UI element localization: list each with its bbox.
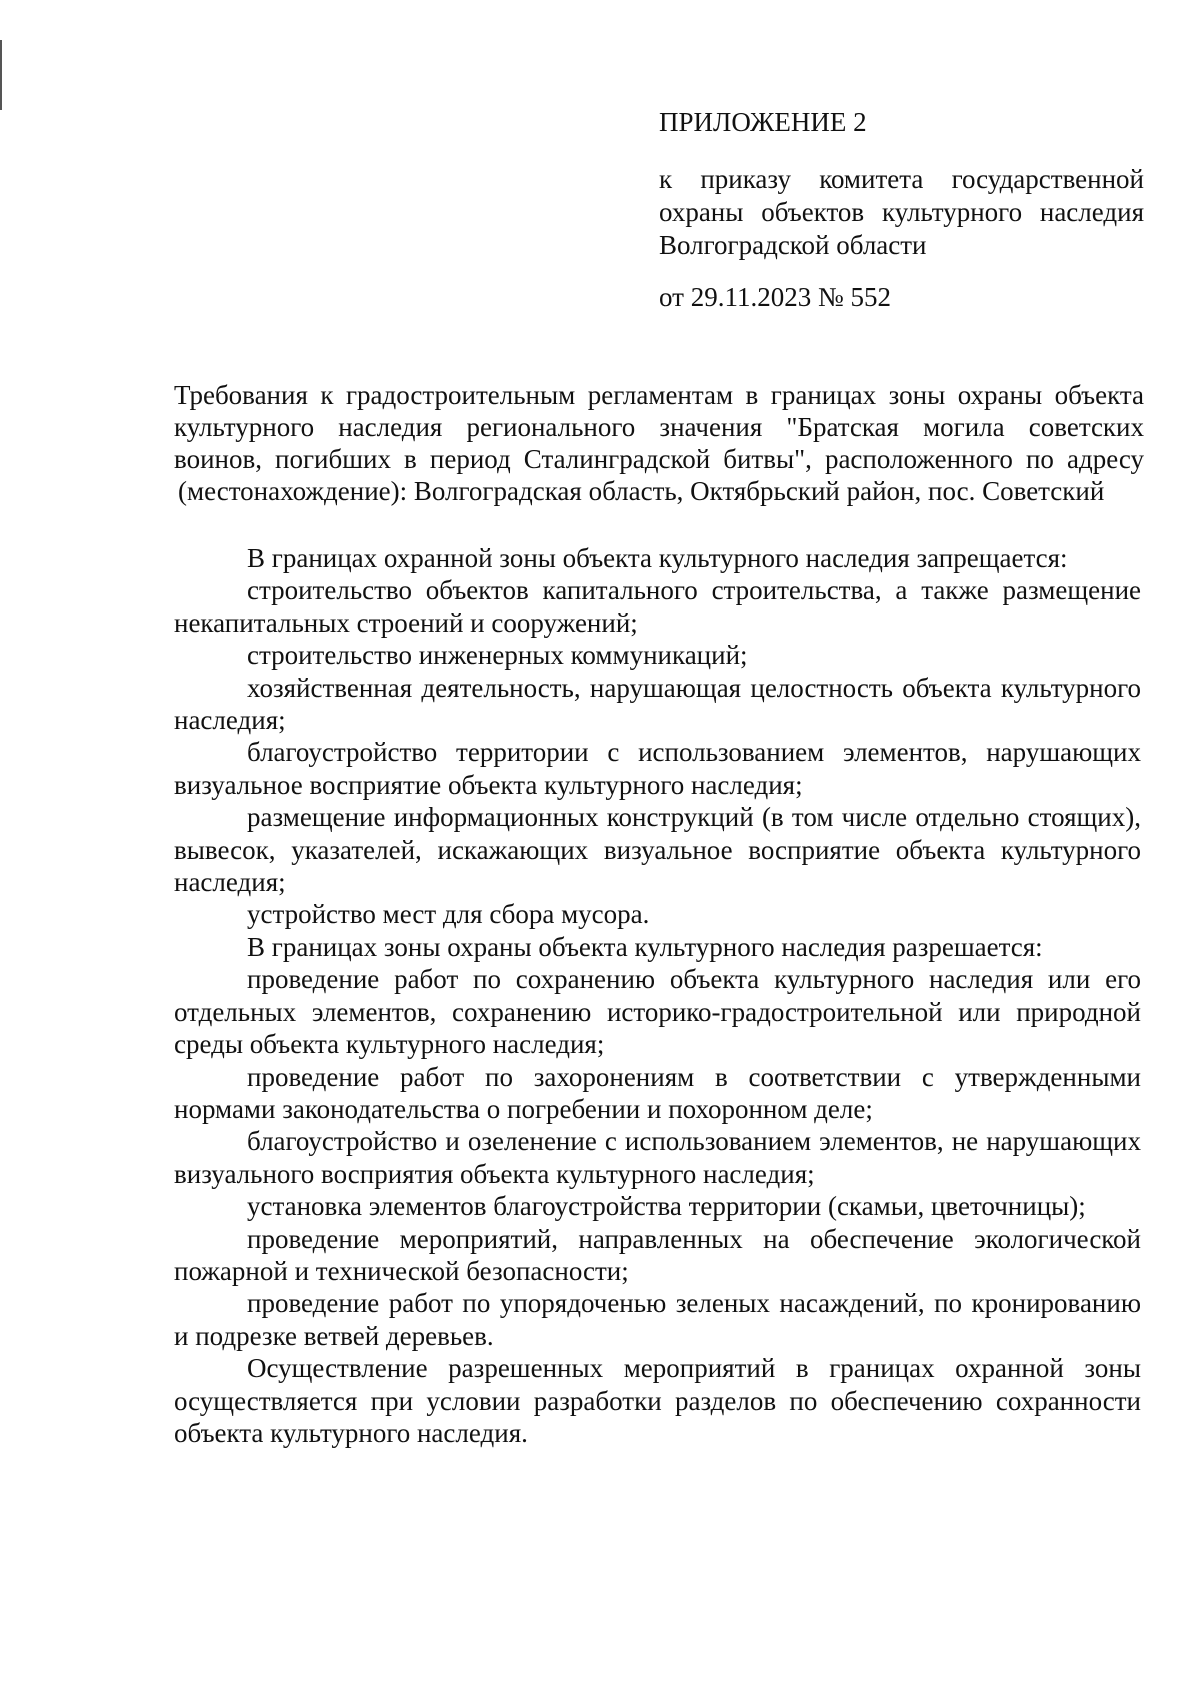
permitted-item: установка элементов благоустройства территории (скамьи, цветочницы); bbox=[247, 1191, 1086, 1222]
scan-edge-mark bbox=[0, 40, 2, 110]
document-body bbox=[174, 542, 1141, 1449]
prohibited-item: благоустройство территории с использованием элементов, нарушающих визуальное восприятие объекта культурного наследия; bbox=[174, 737, 1141, 800]
appendix-date: от 29.11.2023 № 552 bbox=[659, 282, 891, 312]
heading-line: воинов, погибших в период Сталинградской битвы", расположенного по адресу bbox=[174, 444, 1144, 474]
prohibited-item: устройство мест для сбора мусора. bbox=[247, 899, 650, 930]
document-heading bbox=[174, 379, 1144, 507]
permitted-item: проведение мероприятий, направленных на обеспечение экологической пожарной и технической безопасности; bbox=[174, 1223, 1141, 1286]
prohibited-item: строительство инженерных коммуникаций; bbox=[247, 640, 748, 671]
closing-paragraph: Осуществление разрешенных мероприятий в границах охранной зоны осуществляется при условии разработки разделов по обеспечению сохранности объекта культурного наследия. bbox=[174, 1353, 1141, 1448]
appendix-reference bbox=[659, 163, 1144, 262]
permitted-item: благоустройство и озеленение с использованием элементов, не нарушающих визуального восприятия объекта культурного наследия; bbox=[174, 1126, 1141, 1189]
prohibited-item: строительство объектов капитального строительства, а также размещение некапитальных строений и сооружений; bbox=[174, 575, 1141, 638]
heading-line: Требования к градостроительным регламентам в границах зоны охраны объекта bbox=[174, 380, 1144, 410]
prohibited-intro: В границах охранной зоны объекта культурного наследия запрещается: bbox=[247, 543, 1068, 573]
appendix-line: охраны объектов культурного наследия bbox=[659, 197, 1144, 227]
permitted-item: проведение работ по сохранению объекта культурного наследия или его отдельных элементов, сохранению историко-градостроительной или природной среды объекта культурного наследия; bbox=[174, 964, 1141, 1060]
heading-line: (местонахождение): Волгоградская область, Октябрьский район, пос. Советский bbox=[178, 476, 1105, 506]
permitted-item: проведение работ по захоронениям в соответствии с утвержденными нормами законодательства о погребении и похоронном деле; bbox=[174, 1061, 1141, 1124]
heading-line: культурного наследия регионального значения "Братская могила советских bbox=[174, 412, 1144, 442]
appendix-line: к приказу комитета государственной bbox=[659, 164, 1144, 194]
prohibited-item: размещение информационных конструкций (в том числе отдельно стоящих), вывесок, указателей, искажающих визуальное восприятие объекта культурного наследия; bbox=[174, 802, 1141, 898]
permitted-intro: В границах зоны охраны объекта культурного наследия разрешается: bbox=[247, 931, 1043, 962]
appendix-block bbox=[659, 106, 1144, 314]
prohibited-item: хозяйственная деятельность, нарушающая целостность объекта культурного наследия; bbox=[174, 672, 1141, 736]
appendix-title: ПРИЛОЖЕНИЕ 2 bbox=[659, 107, 867, 137]
permitted-item: проведение работ по упорядоченью зеленых насаждений, по кронированию и подрезке ветвей деревьев. bbox=[174, 1288, 1141, 1351]
appendix-line: Волгоградской области bbox=[659, 230, 927, 260]
